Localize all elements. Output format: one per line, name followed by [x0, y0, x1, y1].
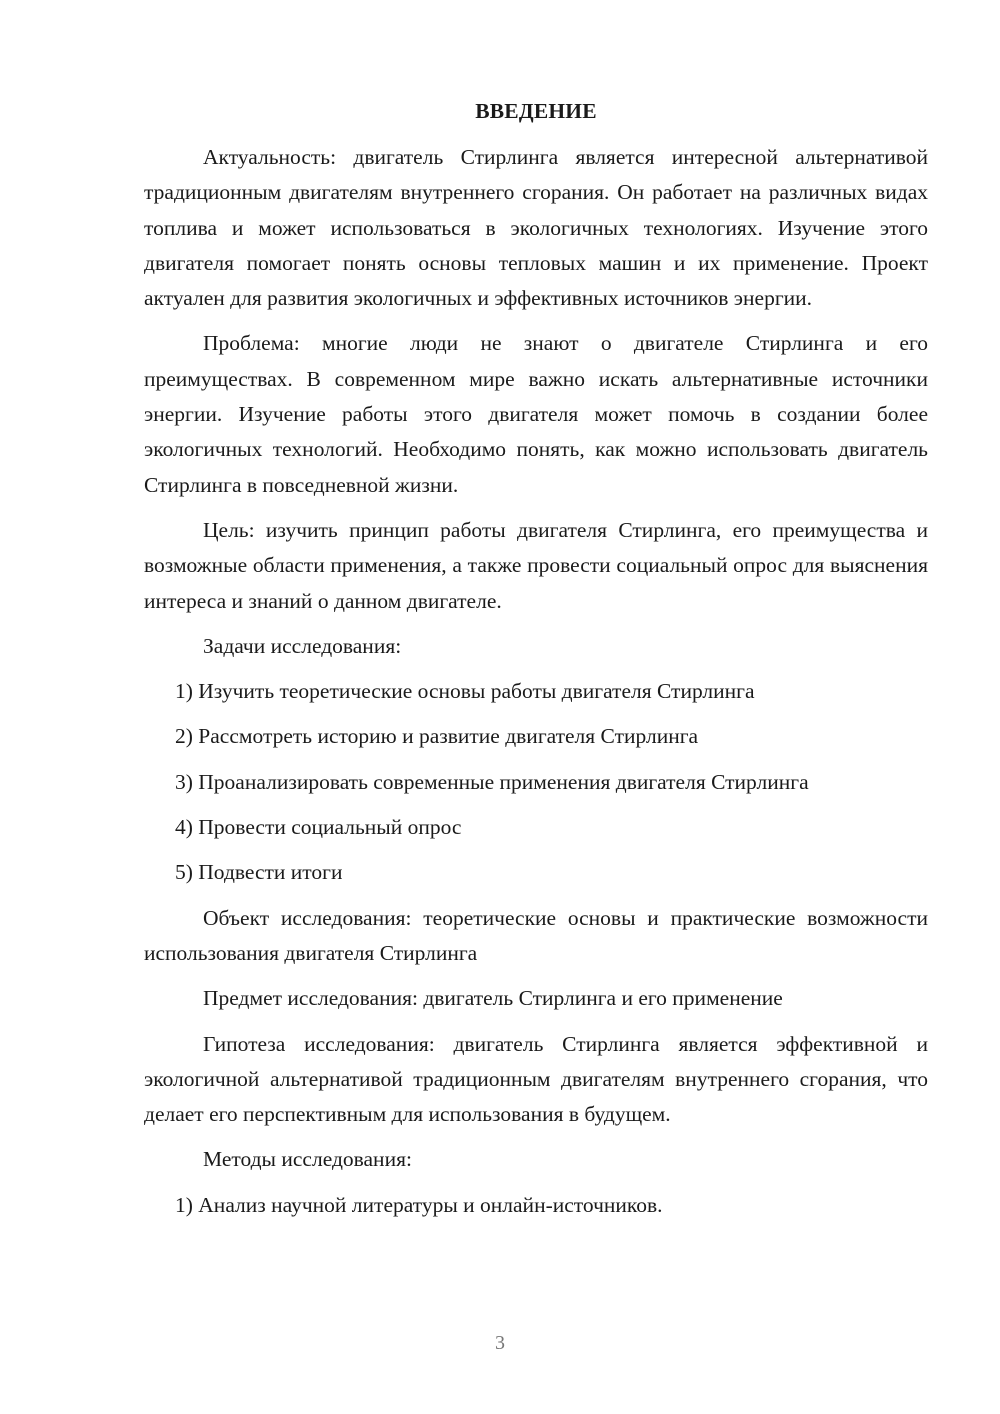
tasks-heading: Задачи исследования: — [203, 633, 402, 658]
problem-paragraph: Проблема: многие люди не знают о двигателе Стирлинга и его преимуществах. В современном мире важно искать альтернативные источники энергии. Изучение работы этого двигателя может помочь в создании более экологичных технологий. Необходимо понять, как можно использовать двигатель Стирлинга в повседневной жизни. — [144, 331, 928, 497]
methods-list — [144, 1188, 928, 1223]
relevance-paragraph: Актуальность: двигатель Стирлинга является интересной альтернативой традиционным двигателям внутреннего сгорания. Он работает на различных видах топлива и может использоваться в экологичных технологиях. Изучение этого двигателя помогает понять основы тепловых машин и их применение. Проект актуален для развития экологичных и эффективных источников энергии. — [144, 145, 928, 311]
list-item: 3) Проанализировать современные применения двигателя Стирлинга — [175, 769, 809, 794]
page-title: ВВЕДЕНИЕ — [475, 99, 597, 123]
list-item: 4) Провести социальный опрос — [175, 815, 462, 840]
object-paragraph: Объект исследования: теоретические основы и практические возможности использования двигателя Стирлинга — [144, 905, 928, 965]
list-item: 1) Анализ научной литературы и онлайн-источников. — [175, 1192, 663, 1217]
hypothesis-paragraph: Гипотеза исследования: двигатель Стирлинга является эффективной и экологичной альтернативой традиционным двигателям внутреннего сгорания, что делает его перспективным для использования в будущем. — [144, 1031, 928, 1127]
goal-paragraph: Цель: изучить принцип работы двигателя Стирлинга, его преимущества и возможные области применения, а также провести социальный опрос для выяснения интереса и знаний о данном двигателе. — [144, 517, 928, 613]
document-page — [144, 96, 928, 1233]
list-item: 2) Рассмотреть историю и развитие двигателя Стирлинга — [175, 724, 699, 749]
subject-paragraph: Предмет исследования: двигатель Стирлинга и его применение — [203, 986, 783, 1011]
list-item: 5) Подвести итоги — [175, 860, 343, 885]
page-number: 3 — [495, 1332, 505, 1354]
list-item: 1) Изучить теоретические основы работы двигателя Стирлинга — [175, 679, 755, 704]
tasks-list — [144, 674, 928, 890]
methods-heading: Методы исследования: — [203, 1147, 412, 1172]
